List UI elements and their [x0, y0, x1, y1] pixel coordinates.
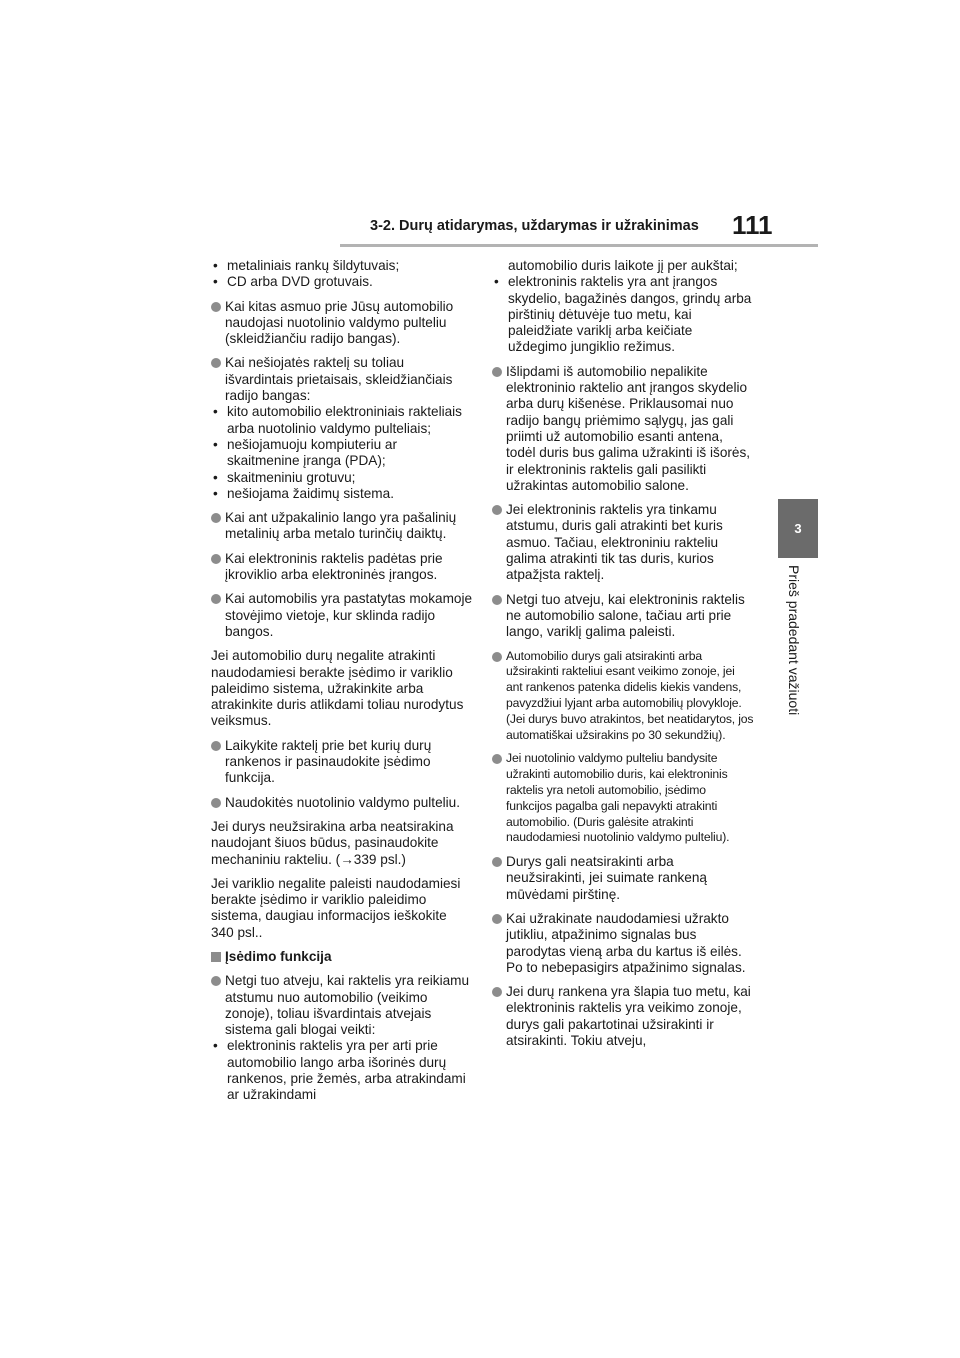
list-item: • kito automobilio elektroniniais rakteliais arba nuotolinio valdymo pulteliais;	[211, 404, 473, 437]
square-bullet-icon	[211, 952, 221, 962]
bullet-dot-icon	[211, 976, 221, 986]
header-rule	[340, 244, 818, 247]
list-item: • nešiojamuoju kompiuteriu ar skaitmenine įranga (PDA);	[211, 437, 473, 470]
paragraph: Jei variklio negalite paleisti naudodamiesi berakte įsėdimo ir variklio paleidimo sistema, daugiau informacijos ieškokite 340 psl..	[211, 875, 461, 940]
bullet-item: Netgi tuo atveju, kai elektroninis raktelis ne automobilio salone, tačiau arti prie lango, variklį galima paleisti.	[492, 592, 754, 641]
bullet-dot-icon	[492, 505, 502, 515]
bullet-dot-icon	[211, 302, 221, 312]
chapter-side-label	[785, 565, 811, 740]
bullet-item: Kai kitas asmuo prie Jūsų automobilio naudojasi nuotolinio valdymo pulteliu (skleidžiančiu radijo bangas).	[211, 299, 473, 348]
right-column	[492, 258, 754, 1049]
list-item: • metaliniais rankų šildytuvais;	[211, 258, 473, 274]
arrow-right-icon: →	[340, 851, 354, 867]
bullet-item: Jei nuotolinio valdymo pulteliu bandysite užrakinti automobilio duris, kai elektroninis raktelis yra netoli automobilio, įsėdimo funkcijos pagalba gali nepavykti atrakinti automobilio. (Duris galėsite atrakinti naudodamiesi nuotolinio valdymo pulteliu).	[492, 751, 754, 846]
bullet-item: Kai automobilis yra pastatytas mokamoje stovėjimo vietoje, kur sklinda radijo bangos.	[211, 591, 473, 640]
bullet-dot-icon	[211, 554, 221, 564]
bullet-dot-icon	[211, 741, 221, 751]
bullet-dot-icon	[492, 754, 502, 764]
chapter-title: Prieš pradedant važiuoti	[786, 565, 802, 716]
bullet-item: Netgi tuo atveju, kai raktelis yra reikiamu atstumu nuo automobilio (veikimo zonoje), toliau išvardintais atvejais sistema gali blogai veikti:	[211, 973, 473, 1038]
bullet-item: Kai užrakinate naudodamiesi užrakto jutikliu, atpažinimo signalas bus parodytas vieną arba du kartus iš eilės. Po to nebepasigirs atpažinimo signalas.	[492, 911, 754, 976]
list-item: • nešiojama žaidimų sistema.	[211, 486, 473, 502]
paragraph: Jei automobilio durų negalite atrakinti naudodamiesi berakte įsėdimo ir variklio paleidimo sistema, užrakinkite arba atrakinkite duris atlikdami toliau nurodytus veiksmus.	[211, 648, 464, 729]
bullet-dot-icon	[492, 857, 502, 867]
bullet-item: Kai ant užpakalinio lango yra pašalinių metalinių arba metalo turinčių daiktų.	[211, 510, 473, 543]
page-number: 111	[732, 210, 773, 240]
chapter-tab: 3	[778, 499, 818, 558]
list-item: • CD arba DVD grotuvais.	[211, 274, 473, 290]
bullet-item: Jei elektroninis raktelis yra tinkamu atstumu, duris gali atrakinti bet kuris asmuo. Tačiau, elektroniniu rakteliu galima atrakinti tik tas duris, kurios atpažįsta raktelį.	[492, 502, 754, 583]
continued-text: automobilio duris laikote jį per aukštai;	[508, 258, 738, 273]
list-item: • elektroninis raktelis yra ant įrangos skydelio, bagažinės dangos, grindų arba pirštinių dėtuvėje tuo metu, kai paleidžiate variklį arba keičiate uždegimo jungiklio režimus.	[492, 274, 754, 355]
bullet-item: Durys gali neatsirakinti arba neužsirakinti, jei suimate rankeną mūvėdami pirštinę.	[492, 854, 754, 903]
bullet-dot-icon	[492, 595, 502, 605]
bullet-dot-icon	[492, 987, 502, 997]
bullet-dot-icon	[492, 652, 502, 662]
subheading: Įsėdimo funkcija	[211, 949, 473, 965]
bullet-item: Naudokitės nuotolinio valdymo pulteliu.	[211, 795, 473, 811]
bullet-dot-icon	[211, 513, 221, 523]
list-item: • skaitmeniniu grotuvu;	[211, 470, 473, 486]
bullet-item: Kai elektroninis raktelis padėtas prie įkroviklio arba elektroninės įrangos.	[211, 551, 473, 584]
bullet-dot-icon	[211, 358, 221, 368]
paragraph: Jei durys neužsirakina arba neatsirakina naudojant šiuos būdus, pasinaudokite mechaniniu rakteliu. (→339 psl.)	[211, 818, 454, 867]
left-column	[211, 258, 473, 1104]
bullet-dot-icon	[492, 367, 502, 377]
bullet-item: Išlipdami iš automobilio nepalikite elektroninio raktelio ant įrangos skydelio arba durų kišenėse. Priklausomai nuo radijo bangų priėmimo sąlygų, jas gali priimti už automobilio esanti antena, todėl duris bus galima užrakinti iš išorės, ir elektroninis raktelis gali pasilikti užrakintas automobilio salone.	[492, 364, 754, 494]
bullet-dot-icon	[211, 594, 221, 604]
bullet-item: Laikykite raktelį prie bet kurių durų rankenos ir pasinaudokite įsėdimo funkcija.	[211, 738, 473, 787]
bullet-item: Jei durų rankena yra šlapia tuo metu, kai elektroninis raktelis yra veikimo zonoje, durys gali pakartotinai užsirakinti ir atsirakinti. Tokiu atveju,	[492, 984, 754, 1049]
bullet-item: Kai nešiojatės raktelį su toliau išvardintais prietaisais, skleidžiančiais radijo bangas:	[211, 355, 473, 404]
bullet-dot-icon	[211, 798, 221, 808]
bullet-item: Automobilio durys gali atsirakinti arba užsirakinti rakteliui esant veikimo zonoje, jei ant rankenos patenka didelis kiekis vandens, pavyzdžiui lyjant arba automobilių plovykloje. (Jei durys buvo atrakintos, bet neatidarytos, jos automatiškai užsirakins po 30 sekundžių).	[492, 649, 754, 744]
section-title: 3-2. Durų atidarymas, uždarymas ir užrakinimas	[370, 218, 699, 234]
bullet-dot-icon	[492, 914, 502, 924]
list-item: • elektroninis raktelis yra per arti prie automobilio lango arba išorinės durų rankenos, prie žemės, arba atrakindami ar užrakindami	[211, 1038, 473, 1103]
